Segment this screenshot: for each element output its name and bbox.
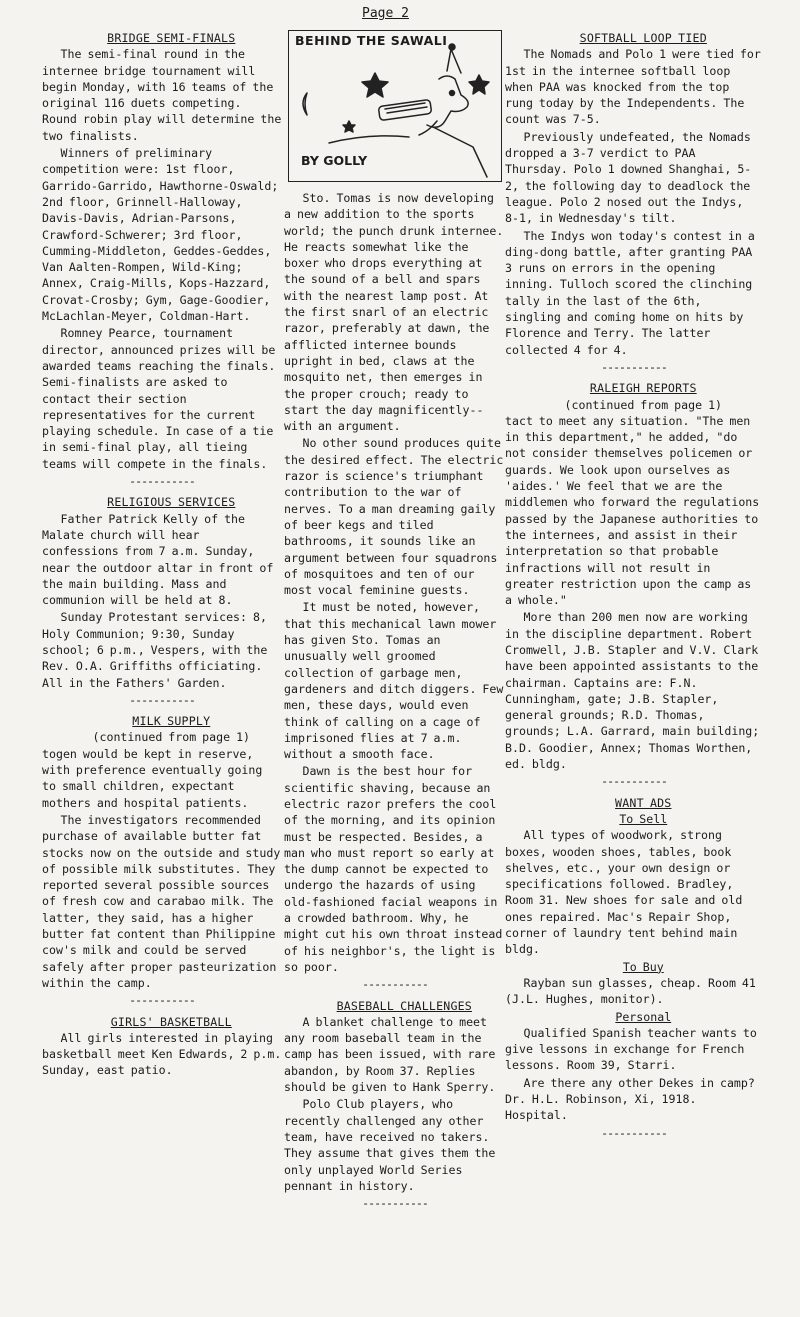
to-buy-heading: To Buy: [622, 959, 664, 974]
raleigh-headline: RALEIGH REPORTS: [589, 381, 697, 396]
bridge-paragraph-2: Winners of preliminary competition were: 1st floor, Garrido-Garrido, Hawthorne-Oswald; 2nd floor, Grinnell-Halloway, Davis-Davis, Adrian-Parsons, Crawford-Schwerer; 3rd floor, Cumming-Middleton, Geddes-Geddes, Van Aalten-Rompen, Wild-King; Annex, Craig-Mills, Kops-Hazzard, Crovat-Crosby; Gym, Gage-Goodier, McLachlan-Meyer, Coldman-Hart.: [42, 146, 279, 324]
milk-headline: MILK SUPPLY: [132, 714, 211, 729]
baseball-paragraph-2: Polo Club players, who recently challenged any other team, have received no takers. They assume that gives them the only unplayed World Series pennant in history.: [284, 1097, 496, 1193]
star-icon: [362, 73, 388, 97]
page-number: Page 2: [362, 6, 409, 21]
face-outline: [427, 76, 468, 127]
divider: -----------: [129, 692, 195, 707]
divider: -----------: [362, 977, 428, 992]
moon-icon: [303, 93, 307, 115]
cartoon-box: [288, 30, 502, 182]
softball-headline: SOFTBALL LOOP TIED: [579, 31, 707, 45]
sawali-paragraph-4: Dawn is the best hour for scientific shaving, because an electric razor prefers the cool of the morning, and its opinion must be respected. Besides, a man who must report so early at the dump cannot be expected to undergo the hazards of using old-fashioned facial weapons in a crowded bathroom. Why, he might cut his own throat instead of his neighbor's, the light is so poor.: [284, 764, 503, 974]
divider: -----------: [601, 359, 667, 374]
column-right: [505, 30, 763, 1146]
want-ads-headline: WANT ADS: [615, 795, 672, 810]
personal-text-1: Qualified Spanish teacher wants to give lessons in exchange for French lessons. Room 39, Starri.: [505, 1025, 757, 1073]
to-sell-text: All types of woodwork, strong boxes, wooden shoes, tables, book shelves, etc., your own design or specifications followed. Bradley, Room 31. New shoes for sale and old ones repaired. Mac's Repair Shop, corner of laundry tent behind main bldg.: [505, 828, 743, 957]
star-icon: [469, 75, 489, 94]
cartoon-title: BEHIND THE SAWALI: [295, 33, 448, 48]
cartoon-byline: BY GOLLY: [301, 153, 368, 168]
bridge-paragraph-1: The semi-final round in the internee bridge tournament will begin Monday, with 16 teams of the original 116 duets competing. Round robin play will determine the two finalists.: [42, 47, 282, 143]
softball-paragraph-1: The Nomads and Polo 1 were tied for 1st in the internee softball loop when PAA was knocked from the top rung today by the Independents. The count was 7-5.: [505, 47, 761, 127]
to-sell-heading: To Sell: [619, 811, 668, 826]
column-left: [42, 30, 282, 1080]
bridge-paragraph-3: Romney Pearce, tournament director, announced prizes will be awarded teams reaching the finals. Semi-finalists are asked to contact their section representatives for the current playing schedule. In case of a tie in semi-final play, all tieing teams will compete in the finals.: [42, 326, 276, 471]
girls-basketball-paragraph: All girls interested in playing basketball meet Ken Edwards, 2 p.m. Sunday, east patio.: [42, 1030, 282, 1078]
star-icon: [343, 121, 355, 132]
baseball-headline: BASEBALL CHALLENGES: [336, 998, 472, 1013]
milk-paragraph-2: The investigators recommended purchase of available butter fat stocks now on the outside and study of possible milk substitutes. They reported several possible sources of fresh cow and carabao milk. The latter, they said, has a higher butter fat content than Philippine cow's milk and could be served safely after proper pasteurization within the camp.: [42, 812, 281, 990]
column-middle: [284, 30, 506, 1216]
raleigh-continued-note: (continued from page 1): [564, 397, 723, 412]
religious-headline: RELIGIOUS SERVICES: [107, 495, 236, 510]
softball-paragraph-3: The Indys won today's contest in a ding-dong battle, after granting PAA 3 runs on errors in the opening inning. Tulloch scored the clinching tally in the last of the 6th, singling and coming home on hits by Florence and Terry. The latter collected 4 for 4.: [505, 228, 755, 357]
baseball-paragraph-1: A blanket challenge to meet any room baseball team in the camp has been issued, with rare abandon, by Room 37. Replies should be given to Hank Sperry.: [284, 1014, 496, 1095]
to-buy-text: Rayban sun glasses, cheap. Room 41 (J.L. Hughes, monitor).: [505, 975, 756, 1007]
raleigh-paragraph-1: tact to meet any situation. "The men in this department," he added, "do not consider themselves policemen or guards. We look upon ourselves as 'aides.' We feel that we are the middlemen who forward the regulations passed by the Japanese authorities to the internees, and assist in their interpretation so that probable infractions will not result in greater restriction upon the camp as a whole.": [505, 413, 760, 608]
nightcap: [447, 49, 461, 73]
girls-basketball-headline: GIRLS' BASKETBALL: [110, 1014, 232, 1029]
milk-continued-note: (continued from page 1): [92, 730, 251, 745]
softball-paragraph-2: Previously undefeated, the Nomads dropped a 3-7 verdict to PAA Thursday. Polo 1 downed Shanghai, 5-2, the following day to deadlock the league. Polo 2 nosed out the Indys, 8-1, in Wednesday's tilt.: [505, 129, 752, 226]
bridge-headline: BRIDGE SEMI-FINALS: [107, 31, 236, 45]
raleigh-paragraph-2: More than 200 men now are working in the discipline department. Robert Cromwell, J.B. Stapler and V.V. Clark have been appointed assistants to the chairman. Captains are: F.N. Cunningham, gate; J.B. Stapler, general grounds; R.D. Thomas, grounds; L.A. Garrard, main building; B.D. Goodier, Annex; Thomas Worthen, ed. bldg.: [505, 610, 760, 772]
divider: -----------: [362, 1196, 428, 1211]
religious-paragraph-1: Father Patrick Kelly of the Malate church will hear confessions from 7 a.m. Sunday, near the outdoor altar in front of the main building. Mass and communion will be held at 8.: [42, 511, 274, 608]
divider: -----------: [129, 474, 195, 489]
sawali-paragraph-3: It must be noted, however, that this mechanical lawn mower has given Sto. Tomas an unusually well groomed collection of garbage men, gardeners and ditch diggers. Few men, these days, would even think of calling on a cage of imprisoned flies at 7 a.m. without a smooth face.: [284, 600, 504, 762]
religious-paragraph-2: Sunday Protestant services: 8, Holy Communion; 9:30, Sunday school; 6 p.m., Vespers, with the Rev. O.A. Griffiths officiating. All in the Fathers' Garden.: [42, 610, 268, 690]
divider: -----------: [601, 774, 667, 789]
divider: -----------: [601, 1125, 667, 1140]
personal-text-2: Are there any other Dekes in camp? Dr. H.L. Robinson, Xi, 1918. Hospital.: [505, 1075, 755, 1123]
milk-paragraph-1: togen would be kept in reserve, with preference eventually going to small children, expectant mothers and hospital patients.: [42, 746, 263, 810]
personal-heading: Personal: [615, 1009, 672, 1024]
divider: -----------: [129, 993, 195, 1008]
sawali-paragraph-1: Sto. Tomas is now developing a new addition to the sports world; the punch drunk internee. He reacts somewhat like the boxer who drops everything at the sound of a bell and spars with the nearest lamp post. At the first snarl of an electric razor, preferably at dawn, the afflicted internee bounds upright in bed, claws at the mosquito net, then emerges in the proper crouch; ready to start the day magnificently--with an argument.: [284, 191, 504, 434]
sawali-paragraph-2: No other sound produces quite the desired effect. The electric razor is science's triumphant contribution to the war of nerves. To a man dreaming gaily of beer kegs and tiled bathrooms, it sounds like an argument between four squadrons of mosquitoes and ten of our most vocal feminine guests.: [284, 436, 504, 598]
